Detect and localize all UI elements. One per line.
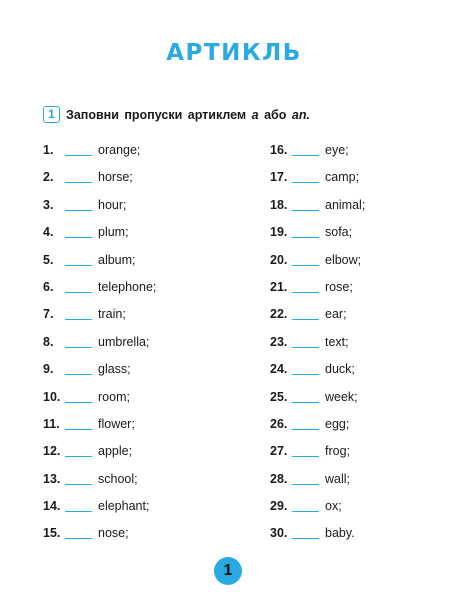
exercise-number: 22. bbox=[270, 307, 288, 322]
exercise-number: 12. bbox=[43, 444, 61, 459]
exercise-number: 2. bbox=[43, 170, 54, 185]
task-header bbox=[43, 106, 310, 123]
exercise-word: umbrella; bbox=[98, 334, 150, 349]
exercise-number: 25. bbox=[270, 389, 288, 404]
answer-blank[interactable] bbox=[65, 155, 92, 156]
exercise-number: 8. bbox=[43, 334, 54, 349]
answer-blank[interactable] bbox=[65, 292, 92, 293]
exercise-word: egg; bbox=[325, 416, 350, 431]
exercise-number: 3. bbox=[43, 197, 54, 212]
conjunction: або bbox=[264, 107, 287, 122]
answer-blank[interactable] bbox=[292, 319, 319, 320]
exercise-word: sofa; bbox=[325, 225, 353, 240]
exercise-number: 5. bbox=[43, 252, 54, 267]
exercise-number: 23. bbox=[270, 334, 288, 349]
answer-blank[interactable] bbox=[65, 374, 92, 375]
exercise-word: plum; bbox=[98, 225, 129, 240]
answer-blank[interactable] bbox=[65, 511, 92, 512]
exercise-word: horse; bbox=[98, 170, 133, 185]
exercise-word: rose; bbox=[325, 279, 353, 294]
answer-blank[interactable] bbox=[292, 347, 319, 348]
answer-blank[interactable] bbox=[65, 456, 92, 457]
exercise-word: nose; bbox=[98, 526, 129, 541]
exercise-word: ear; bbox=[325, 307, 347, 322]
answer-blank[interactable] bbox=[65, 429, 92, 430]
exercise-word: telephone; bbox=[98, 279, 157, 294]
page-title: АРТИКЛЬ bbox=[166, 40, 302, 66]
exercise-word: wall; bbox=[325, 471, 351, 486]
answer-blank[interactable] bbox=[292, 182, 319, 183]
exercise-number: 28. bbox=[270, 471, 288, 486]
task-instruction bbox=[66, 108, 310, 122]
exercise-number: 13. bbox=[43, 471, 61, 486]
answer-blank[interactable] bbox=[292, 511, 319, 512]
exercise-word: room; bbox=[98, 389, 130, 404]
exercise-word: school; bbox=[98, 471, 138, 486]
answer-blank[interactable] bbox=[65, 265, 92, 266]
exercise-number: 26. bbox=[270, 416, 288, 431]
exercise-word: eye; bbox=[325, 143, 349, 157]
answer-blank[interactable] bbox=[65, 319, 92, 320]
exercise-word: glass; bbox=[98, 362, 131, 377]
exercise-number: 10. bbox=[43, 389, 61, 404]
exercise-number: 4. bbox=[43, 225, 54, 240]
exercise-number: 7. bbox=[43, 307, 54, 322]
exercise-word: baby. bbox=[325, 526, 355, 541]
exercise-number: 21. bbox=[270, 279, 288, 294]
answer-blank[interactable] bbox=[65, 538, 92, 539]
exercise-word: camp; bbox=[325, 170, 360, 185]
exercise-word: album; bbox=[98, 252, 136, 267]
answer-blank[interactable] bbox=[292, 155, 319, 156]
exercise-number: 18. bbox=[270, 197, 288, 212]
exercise-word: flower; bbox=[98, 416, 135, 431]
exercise-word: week; bbox=[325, 389, 358, 404]
answer-blank[interactable] bbox=[292, 484, 319, 485]
answer-blank[interactable] bbox=[292, 265, 319, 266]
answer-blank[interactable] bbox=[65, 402, 92, 403]
exercise-number: 29. bbox=[270, 499, 288, 514]
article-an: an. bbox=[291, 107, 310, 122]
answer-blank[interactable] bbox=[65, 237, 92, 238]
task-number-badge: 1 bbox=[43, 106, 60, 123]
answer-blank[interactable] bbox=[65, 347, 92, 348]
answer-blank[interactable] bbox=[65, 210, 92, 211]
answer-blank[interactable] bbox=[65, 484, 92, 485]
exercise-word: elephant; bbox=[98, 499, 150, 514]
answer-blank[interactable] bbox=[292, 456, 319, 457]
exercise-number: 17. bbox=[270, 170, 288, 185]
answer-blank[interactable] bbox=[292, 292, 319, 293]
answer-blank[interactable] bbox=[292, 538, 319, 539]
exercise-word: duck; bbox=[325, 362, 355, 377]
exercise-number: 6. bbox=[43, 279, 54, 294]
answer-blank[interactable] bbox=[292, 374, 319, 375]
page-number-badge: 1 bbox=[214, 557, 242, 585]
exercise-word: animal; bbox=[325, 197, 366, 212]
exercise-number: 9. bbox=[43, 362, 54, 377]
answer-blank[interactable] bbox=[65, 182, 92, 183]
exercise-number: 19. bbox=[270, 225, 288, 240]
exercise-word: text; bbox=[325, 334, 349, 349]
exercise-number: 11. bbox=[43, 416, 60, 431]
article-a: a bbox=[251, 107, 259, 122]
answer-blank[interactable] bbox=[292, 402, 319, 403]
exercise-number: 16. bbox=[270, 143, 288, 157]
exercise-number: 24. bbox=[270, 362, 288, 377]
task-instruction-text: Заповни пропуски артиклем bbox=[66, 107, 247, 122]
exercise-word: ox; bbox=[325, 499, 342, 514]
answer-blank[interactable] bbox=[292, 237, 319, 238]
exercise-word: orange; bbox=[98, 143, 141, 157]
answer-blank[interactable] bbox=[292, 429, 319, 430]
exercise-word: elbow; bbox=[325, 252, 362, 267]
exercise-word: apple; bbox=[98, 444, 133, 459]
exercise-word: hour; bbox=[98, 197, 127, 212]
exercise-word: frog; bbox=[325, 444, 351, 459]
exercise-number: 15. bbox=[43, 526, 61, 541]
exercise-number: 20. bbox=[270, 252, 288, 267]
exercise-word: train; bbox=[98, 307, 126, 322]
exercise-number: 27. bbox=[270, 444, 288, 459]
exercise-number: 14. bbox=[43, 499, 61, 514]
exercise-number: 30. bbox=[270, 526, 288, 541]
answer-blank[interactable] bbox=[292, 210, 319, 211]
exercise-number: 1. bbox=[43, 143, 54, 157]
